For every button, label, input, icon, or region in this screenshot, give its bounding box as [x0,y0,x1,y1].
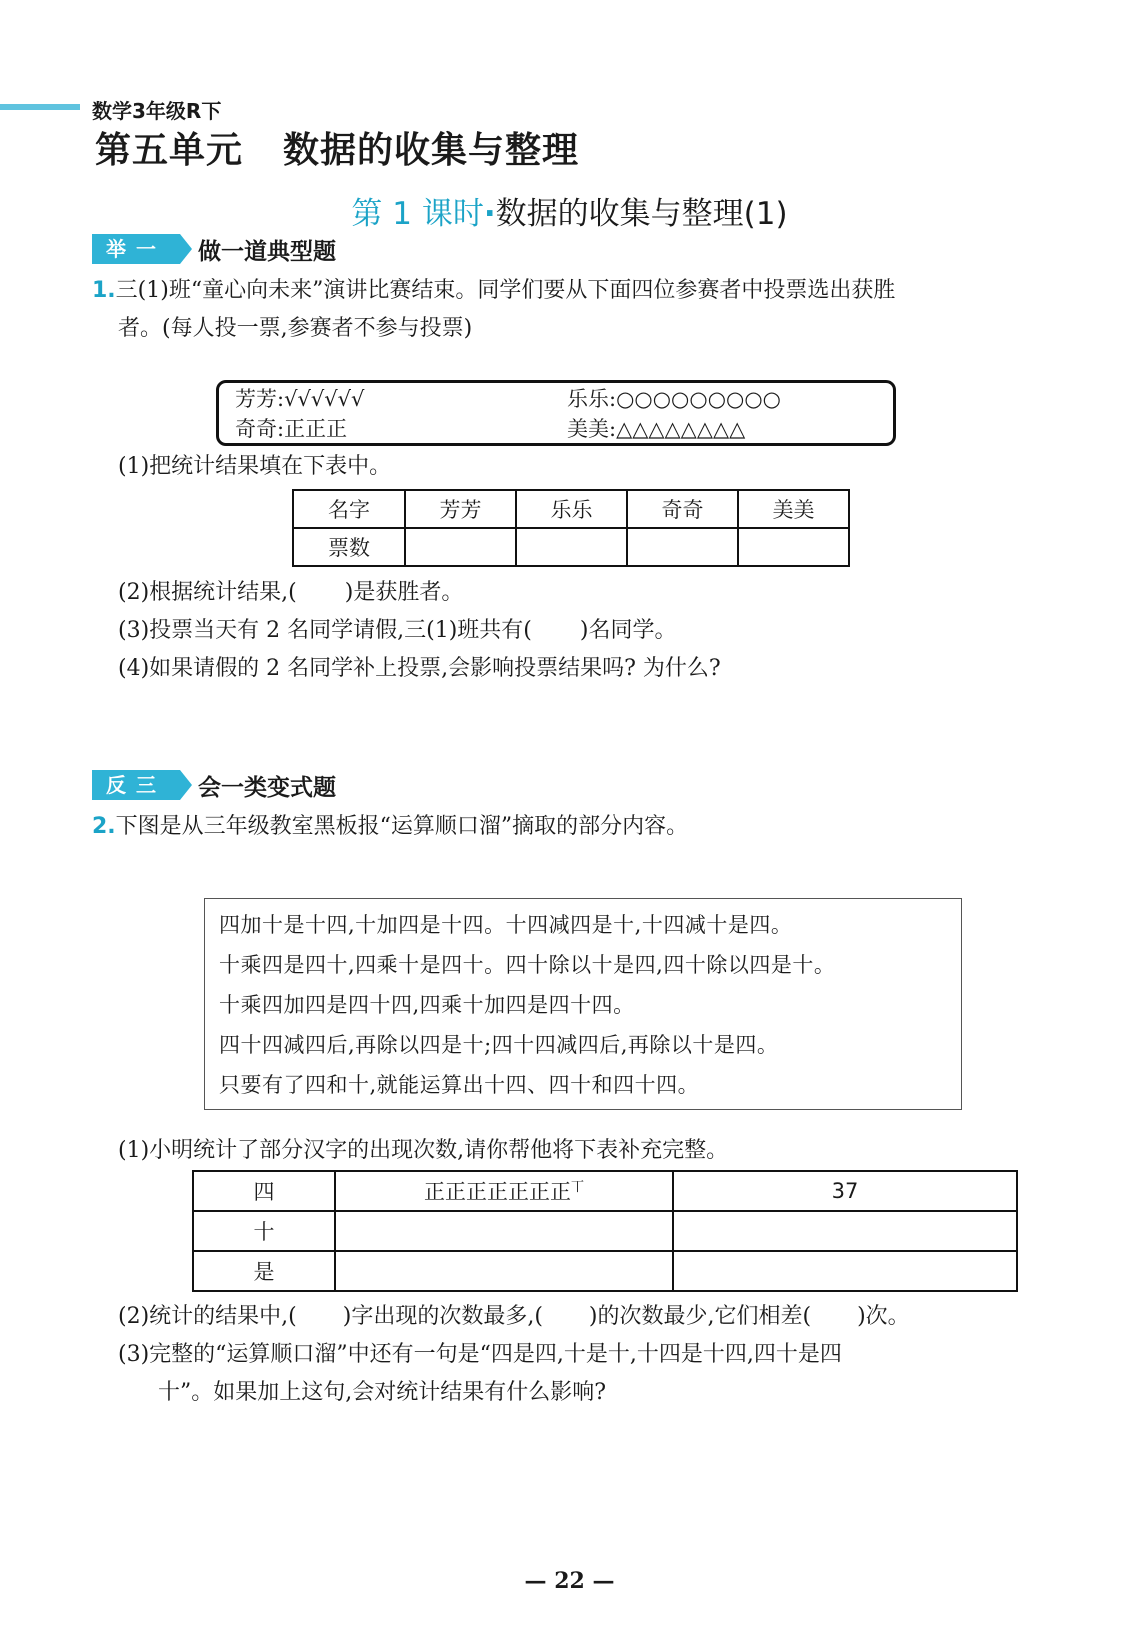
unit-title [95,122,579,173]
chant-line: 十乘四加四是四十四,四乘十加四是四十四。 [219,993,635,1017]
header-accent-bar [0,104,80,110]
q1-part3-text-a: (3)投票当天有 2 名同学请假,三(1)班共有( [118,618,532,643]
count-cell[interactable] [673,1211,1017,1251]
tally-extra: 丅 [570,1180,584,1195]
tally-text: 正正正正正正正 [423,1180,571,1204]
vote-table-header-cell: 乐乐 [516,490,627,528]
vote-table [292,489,850,567]
char-count-row [193,1171,1017,1211]
lesson-prefix: 第 1 课时 [351,196,484,232]
q2-part3-line1: (3)完整的“运算顺口溜”中还有一句是“四是四,十是十,十四是十四,四十是四 [118,1342,842,1367]
char-count-table [192,1170,1018,1292]
page-number: — 22 — [524,1568,615,1594]
q2-stem [92,808,688,846]
tally-cell[interactable] [335,1211,673,1251]
lesson-dot: · [483,196,496,232]
section-header-variant [92,770,336,800]
q2-part3-line2: 十”。如果加上这句,会对统计结果有什么影响? [158,1380,607,1405]
q1-part2 [118,574,463,612]
char-count-row [193,1211,1017,1251]
unit-number: 第五单元 [95,130,244,171]
chant-line: 只要有了四和十,就能运算出十四、四十和四十四。 [219,1073,700,1097]
vote-count-qiqi[interactable] [627,528,738,566]
q2-part2-text-d: )次。 [857,1304,910,1329]
vote-table-header-cell: 美美 [738,490,849,528]
tally-cell[interactable] [335,1251,673,1291]
section-badge: 反三 [92,770,180,800]
tally-box [216,380,896,446]
count-cell[interactable] [673,1251,1017,1291]
vote-table-header-cell: 奇奇 [627,490,738,528]
vote-table-row-label: 票数 [293,528,405,566]
tally-meimei: 美美:△△△△△△△△ [567,417,746,441]
q2-part2-text-a: (2)统计的结果中,( [118,1304,297,1329]
q1-part2-text-a: (2)根据统计结果,( [118,580,297,605]
q2-part1: (1)小明统计了部分汉字的出现次数,请你帮他将下表补充完整。 [118,1138,729,1163]
section-header-typical [92,234,336,264]
q1-stem-line1 [92,272,895,310]
chant-line: 十乘四是四十,四乘十是四十。四十除以十是四,四十除以四是十。 [219,953,836,977]
section-title: 会一类变式题 [198,774,336,801]
vote-table-header-row [293,490,849,528]
chant-line: 四十四减四后,再除以四是十;四十四减四后,再除以十是四。 [219,1033,779,1057]
tally-lele: 乐乐:○○○○○○○○○ [567,387,781,411]
section-badge: 举一 [92,234,180,264]
chant-box [204,898,962,1110]
badge-arrow-icon [180,770,192,800]
count-cell: 37 [673,1171,1017,1211]
q2-number: 2. [92,814,116,839]
vote-table-header-cell: 芳芳 [405,490,516,528]
vote-count-fangfang[interactable] [405,528,516,566]
badge-arrow-icon [180,234,192,264]
q1-part3-text-b: )名同学。 [579,618,677,643]
q1-part3 [118,612,676,650]
q1-stem-text: 三(1)班“童心向未来”演讲比赛结束。同学们要从下面四位参赛者中投票选出获胜 [115,278,896,303]
lesson-name: 数据的收集与整理(1) [495,196,788,232]
q2-part2-text-b: )字出现的次数最多,( [342,1304,543,1329]
unit-name: 数据的收集与整理 [283,130,580,171]
char-cell: 十 [193,1211,335,1251]
char-cell: 四 [193,1171,335,1211]
vote-count-meimei[interactable] [738,528,849,566]
q1-part2-text-b: )是获胜者。 [344,580,464,605]
char-cell: 是 [193,1251,335,1291]
vote-count-lele[interactable] [516,528,627,566]
vote-table-header-cell: 名字 [293,490,405,528]
tally-qiqi: 奇奇:正正正 [235,417,348,441]
q2-part2 [118,1298,910,1336]
chant-line: 四加十是十四,十加四是十四。十四减四是十,十四减十是四。 [219,913,793,937]
q2-part2-text-c: )的次数最少,它们相差( [588,1304,812,1329]
tally-cell [335,1171,673,1211]
vote-table-count-row [293,528,849,566]
q1-stem-line2: 者。(每人投一票,参赛者不参与投票) [118,316,473,341]
q1-part1: (1)把统计结果填在下表中。 [118,454,392,479]
q1-number: 1. [92,278,116,303]
section-title: 做一道典型题 [198,238,336,265]
tally-fangfang: 芳芳:√√√√√√ [235,387,365,411]
q1-part4: (4)如果请假的 2 名同学补上投票,会影响投票结果吗? 为什么? [118,656,721,681]
book-label: 数学3年级R下 [92,99,222,123]
lesson-title [0,188,1139,233]
q2-stem-text: 下图是从三年级教室黑板报“运算顺口溜”摘取的部分内容。 [115,814,689,839]
char-count-row [193,1251,1017,1291]
